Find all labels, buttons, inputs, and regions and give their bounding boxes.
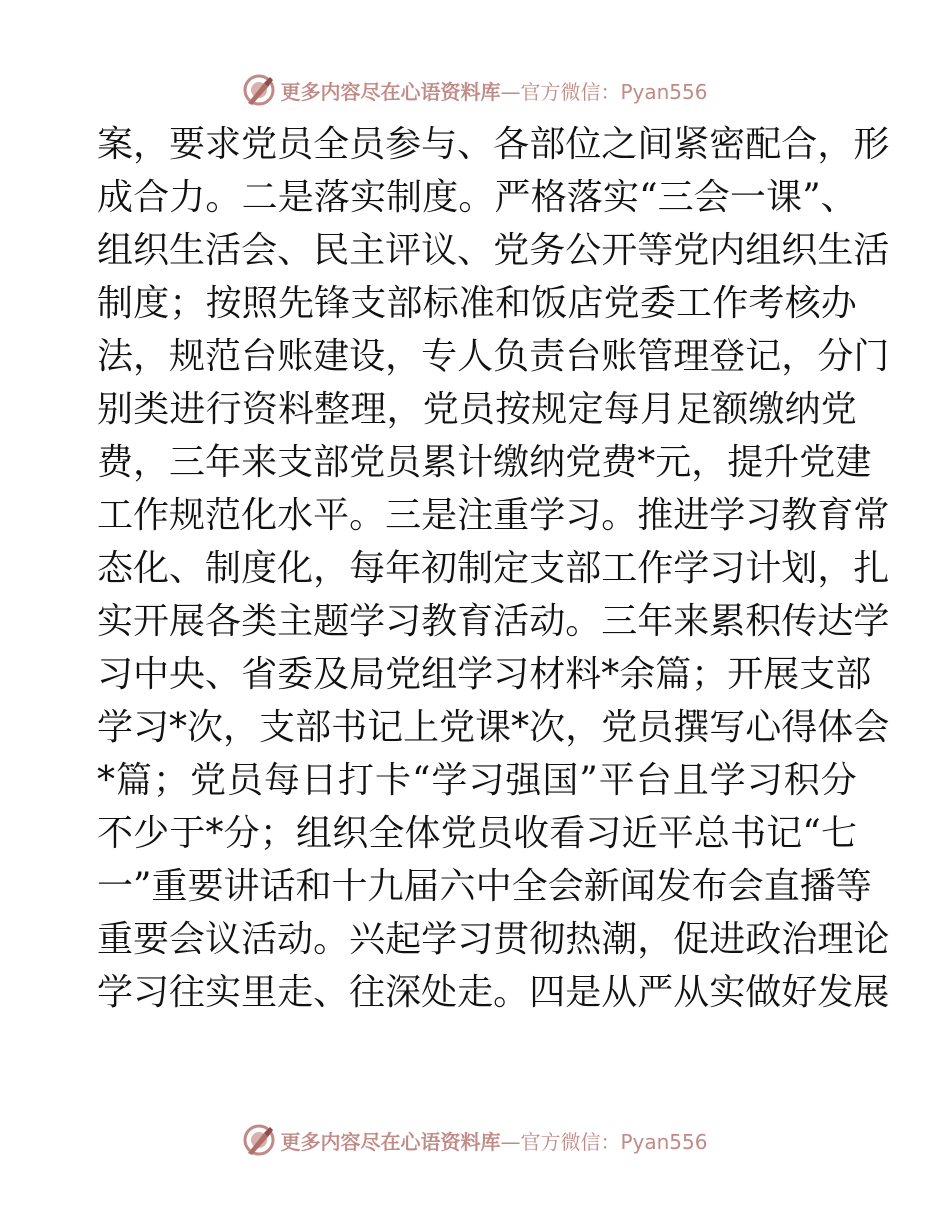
text-line: 别 类 进 行 资 料 整 理 ， 党 员 按 规 定 每 月 足 额 缴 纳 党	[97, 389, 857, 430]
header-watermark	[0, 70, 950, 110]
pen-logo-icon	[242, 1123, 276, 1157]
text-line: 学 习 * 次 ， 支 部 书 记 上 党 课 * 次 ， 党 员 撰 写 心 得 体 会	[97, 707, 890, 748]
text-line: 制 度 ； 按 照 先 锋 支 部 标 准 和 饭 店 党 委 工 作 考 核 办	[97, 283, 857, 324]
watermark-main-text: 更多内容尽在心语资料库	[280, 79, 501, 104]
text-line: 成 合 力 。 二 是 落 实 制 度 。 严 格 落 实 “ 三 会 一 课 ” 、	[97, 177, 857, 218]
text-line: 不 少 于 * 分 ； 组 织 全 体 党 员 收 看 习 近 平 总 书 记 “ 七	[97, 813, 857, 854]
pen-logo-icon	[242, 73, 276, 107]
text-line: 习 中 央 、 省 委 及 局 党 组 学 习 材 料 * 余 篇 ； 开 展 支 部	[97, 654, 872, 695]
text-line: 重 要 会 议 活 动 。 兴 起 学 习 贯 彻 热 潮 ， 促 进 政 治 理 论	[97, 919, 890, 960]
text-line: 费 ， 三 年 来 支 部 党 员 累 计 缴 纳 党 费 * 元 ， 提 升 党 建	[97, 442, 872, 483]
footer-watermark	[0, 1120, 950, 1160]
watermark-sub-text: —官方微信：Pyan556	[500, 79, 708, 104]
text-line: 组 织 生 活 会 、 民 主 评 议 、 党 务 公 开 等 党 内 组 织 生 活	[97, 230, 890, 271]
text-line: 法 ， 规 范 台 账 建 设 ， 专 人 负 责 台 账 管 理 登 记 ， 分 门	[97, 336, 890, 377]
document-body	[97, 118, 890, 1019]
text-line: * 篇 ； 党 员 每 日 打 卡 “ 学 习 强 国 ” 平 台 且 学 习 积 分	[97, 760, 857, 801]
text-line: 一 ” 重 要 讲 话 和 十 九 届 六 中 全 会 新 闻 发 布 会 直 播 等	[97, 866, 872, 907]
text-line: 工 作 规 范 化 水 平 。 三 是 注 重 学 习 。 推 进 学 习 教 育 常	[97, 495, 890, 536]
text-line: 实 开 展 各 类 主 题 学 习 教 育 活 动 。 三 年 来 累 积 传 达 学	[97, 601, 890, 642]
text-line: 学 习 往 实 里 走 、 往 深 处 走 。 四 是 从 严 从 实 做 好 发 展	[97, 972, 890, 1013]
watermark-main-text: 更多内容尽在心语资料库	[280, 1129, 501, 1154]
text-line: 案 ， 要 求 党 员 全 员 参 与 、 各 部 位 之 间 紧 密 配 合 ， 形	[97, 124, 890, 165]
watermark-sub-text: —官方微信：Pyan556	[500, 1129, 708, 1154]
text-line: 态 化 、 制 度 化 ， 每 年 初 制 定 支 部 工 作 学 习 计 划 ， 扎	[97, 548, 890, 589]
